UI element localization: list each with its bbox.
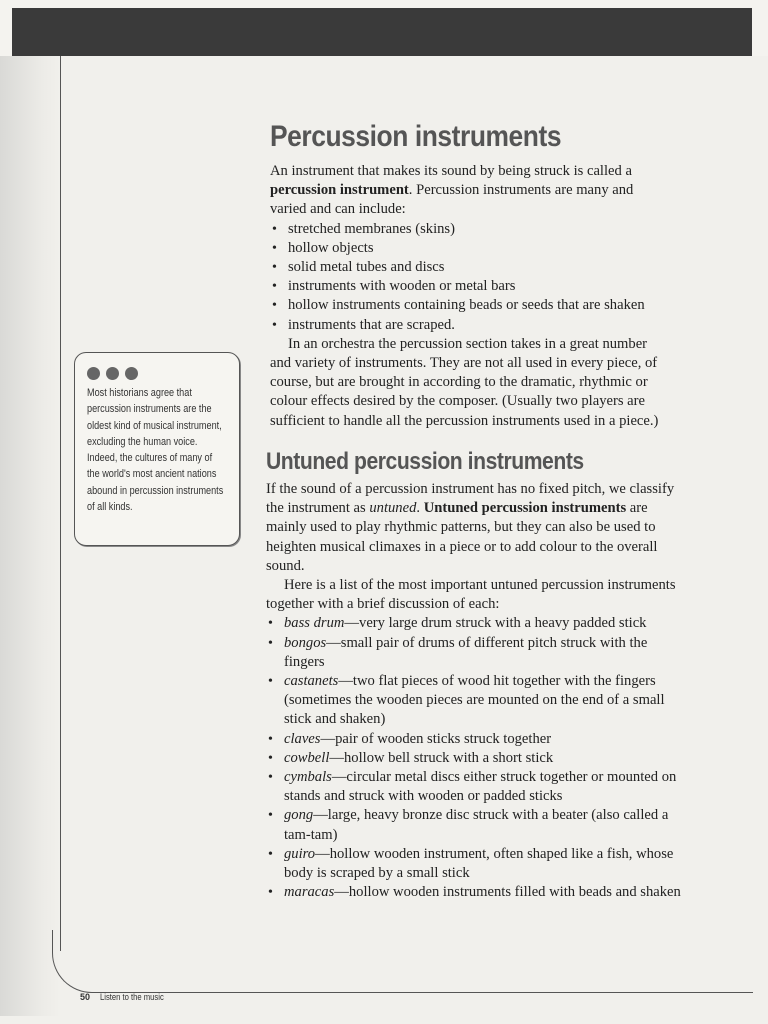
list-item: • instruments with wooden or metal bars	[270, 277, 665, 296]
list-item: • maracas—hollow wooden instruments filled with beads and shaken	[266, 883, 686, 902]
untuned-instruments-list	[266, 614, 686, 902]
fact-box	[74, 352, 240, 546]
margin-rule	[60, 56, 61, 951]
page-number: 50	[80, 992, 91, 1002]
untuned-section	[266, 480, 686, 902]
fact-box-text: Most historians agree that percussion instruments are the oldest kind of musical instrument, excluding the human voice. Indeed, the cultures of many of the world's most ancient nations abound in percussion instruments of all kinds.	[87, 387, 224, 514]
bottom-rule	[52, 930, 753, 993]
list-item: • cymbals—circular metal discs either struck together or mounted on stands and struck with wooden or padded sticks	[266, 768, 686, 806]
key-term: Untuned percussion instruments	[423, 500, 627, 517]
list-item: • castanets—two flat pieces of wood hit together with the fingers (sometimes the wooden pieces are mounted on the end of a small stick and shaken)	[266, 672, 686, 730]
intro-section	[270, 162, 665, 431]
list-item: • instruments that are scraped.	[270, 316, 665, 335]
section-heading-untuned: Untuned percussion instruments	[266, 448, 584, 475]
orchestra-paragraph: In an orchestra the percussion section takes in a great number and variety of instruments. They are not all used in every piece, of course, but are brought in according to the dramatic, rhythmic or colour effects desired by the composer. (Usually two players are sufficient to handle all the percussion instruments used in a piece.)	[270, 335, 659, 429]
list-item: • bass drum—very large drum struck with a heavy padded stick	[266, 614, 686, 633]
section-heading-percussion: Percussion instruments	[270, 120, 562, 153]
list-item: • cowbell—hollow bell struck with a short stick	[266, 749, 686, 768]
list-item: • solid metal tubes and discs	[270, 258, 665, 277]
dots-icon	[87, 367, 144, 385]
list-item: • stretched membranes (skins)	[270, 220, 665, 239]
list-item: • guiro—hollow wooden instrument, often shaped like a fish, whose body is scraped by a small stick	[266, 845, 686, 883]
list-item: • hollow objects	[270, 239, 665, 258]
intro-paragraph: An instrument that makes its sound by being struck is called a percussion instrument. Percussion instruments are many and varied and can include:	[270, 163, 634, 218]
untuned-paragraph: If the sound of a percussion instrument has no fixed pitch, we classify the instrument as untuned. Untuned percussion instruments are mainly used to play rhythmic patterns, but they can also be used to heighten musical climaxes in a piece or to add colour to the overall sound.	[266, 481, 675, 574]
binding-shadow	[0, 56, 60, 1016]
list-item: • hollow instruments containing beads or seeds that are shaken	[270, 296, 665, 315]
percussion-types-list	[270, 220, 665, 335]
key-term: percussion instrument	[270, 182, 409, 199]
list-item: • bongos—small pair of drums of different pitch struck with the fingers	[266, 634, 686, 672]
list-item: • claves—pair of wooden sticks struck together	[266, 730, 686, 749]
running-footer: Listen to the music	[100, 992, 164, 1002]
list-intro-paragraph: Here is a list of the most important untuned percussion instruments together with a brief discussion of each:	[266, 577, 676, 613]
scan-top-band	[12, 8, 752, 56]
list-item: • gong—large, heavy bronze disc struck with a beater (also called a tam-tam)	[266, 806, 686, 844]
